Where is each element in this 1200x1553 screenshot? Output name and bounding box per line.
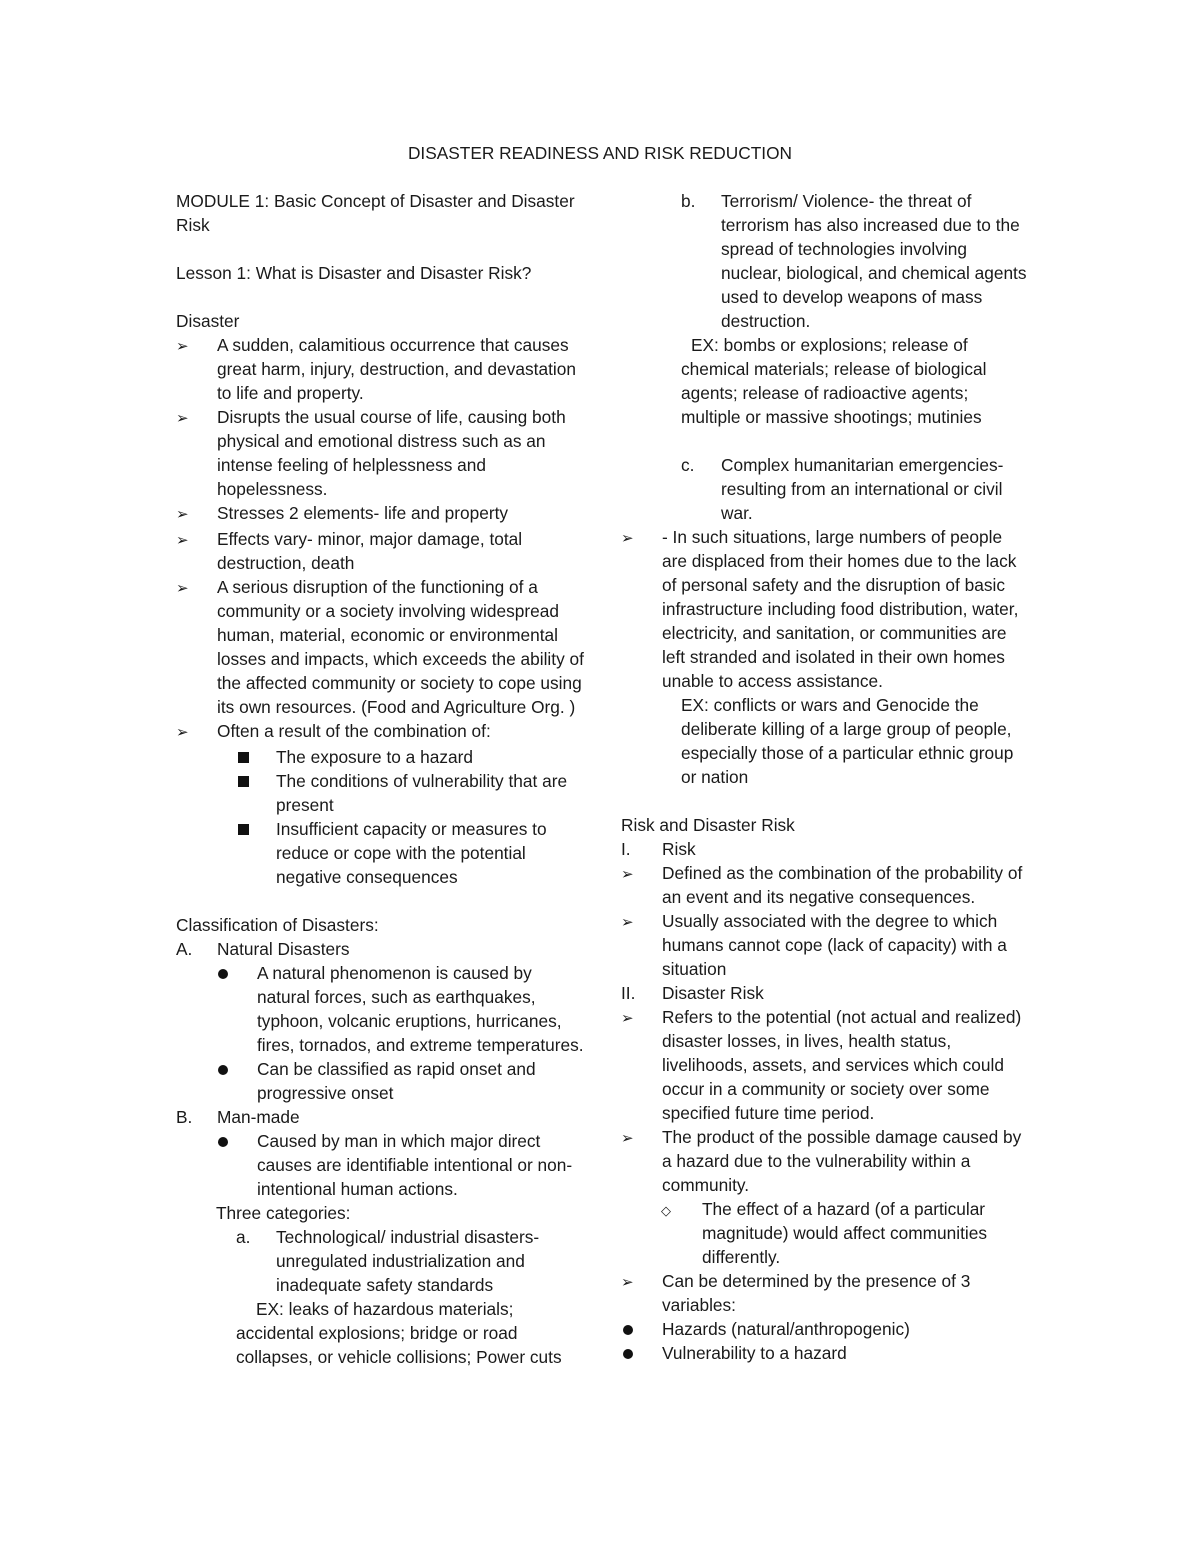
arrow-bullet-icon: ➢: [621, 530, 634, 547]
list-item: The conditions of vulnerability that are present: [176, 769, 586, 817]
list-item: ➢ Often a result of the combination of:: [176, 719, 586, 745]
list-item: ➢ Defined as the combination of the probability of an event and its negative consequences.: [621, 863, 1023, 907]
list-item: ➢ - In such situations, large numbers of people are displaced from their homes due to the lack of personal safety and the disruption of basic infrastructure including food distribution, water, electricity, and sanitation, or communities are left stranded and isolated in their own homes unable to access assistance.: [621, 527, 1019, 691]
arrow-bullet-icon: ➢: [621, 1274, 634, 1291]
list-item: ➢ Refers to the potential (not actual and realized) disaster losses, in lives, health status, livelihoods, assets, and services which could occur in a community or society over some specified future time period.: [621, 1007, 1022, 1123]
list-item: A. Natural Disasters: [176, 939, 350, 959]
list-item: ➢ Disrupts the usual course of life, causing both physical and emotional distress such as an intense feeling of helplessness and hopelessness.: [176, 407, 566, 499]
arrow-bullet-icon: ➢: [176, 410, 189, 427]
list-item: c. Complex humanitarian emergencies- resulting from an international or civil war.: [681, 455, 1004, 523]
list-item: The exposure to a hazard: [176, 745, 586, 769]
risk-section-heading: Risk and Disaster Risk: [621, 815, 795, 835]
list-item: ➢ A sudden, calamitious occurrence that causes great harm, injury, destruction, and devastation to life and property.: [176, 335, 576, 403]
list-item: b. Terrorism/ Violence- the threat of terrorism has also increased due to the spread of technologies involving nuclear, biological, and chemical agents used to develop weapons of mass destruction.: [681, 191, 1027, 331]
arrow-bullet-icon: ➢: [621, 1010, 634, 1027]
list-item: I. Risk: [621, 839, 696, 859]
list-item: ➢ A serious disruption of the functioning of a community or a society involving widespread human, material, economic or environmental losses and impacts, which exceeds the ability of the affected community or society to cope using its own resources. (Food and Agriculture Org. ): [176, 577, 584, 717]
left-column: [176, 189, 586, 1369]
square-bullet-icon: [238, 776, 249, 787]
list-item: B. Man-made: [176, 1107, 300, 1127]
arrow-bullet-icon: ➢: [621, 1130, 634, 1147]
module-heading: MODULE 1: Basic Concept of Disaster and Disaster Risk: [176, 191, 575, 235]
document-title: DISASTER READINESS AND RISK REDUCTION: [407, 143, 793, 163]
arrow-bullet-icon: ➢: [621, 866, 634, 883]
list-marker: c.: [681, 455, 695, 475]
square-bullet-icon: [238, 752, 249, 763]
diamond-bullet-icon: ◇: [661, 1203, 671, 1218]
classification-heading: Classification of Disasters:: [176, 915, 379, 935]
list-marker: A.: [176, 939, 193, 959]
list-item: ➢ Usually associated with the degree to which humans cannot cope (lack of capacity) with a situation: [621, 911, 1007, 979]
list-item: Hazards (natural/anthropogenic): [621, 1317, 1029, 1341]
arrow-bullet-icon: ➢: [176, 338, 189, 355]
list-marker: II.: [621, 983, 636, 1003]
list-marker: B.: [176, 1107, 193, 1127]
round-bullet-icon: [218, 969, 228, 979]
list-item: Insufficient capacity or measures to reduce or cope with the potential negative consequences: [176, 817, 586, 889]
list-item: ➢ Effects vary- minor, major damage, total destruction, death: [176, 529, 523, 573]
arrow-bullet-icon: ➢: [176, 580, 189, 597]
disaster-heading: Disaster: [176, 311, 240, 331]
right-column: [621, 189, 1029, 1365]
list-item: ◇ The effect of a hazard (of a particular magnitude) would affect communities differently.: [661, 1199, 987, 1267]
arrow-bullet-icon: ➢: [621, 914, 634, 931]
list-item: a. Technological/ industrial disasters- unregulated industrialization and inadequate safety standards: [236, 1227, 540, 1295]
list-item: ➢ Can be determined by the presence of 3 variables:: [621, 1271, 971, 1315]
arrow-bullet-icon: ➢: [176, 724, 189, 741]
square-bullet-icon: [238, 824, 249, 835]
list-marker: a.: [236, 1227, 251, 1247]
list-item: Caused by man in which major direct causes are identifiable intentional or non-intentional human actions.: [176, 1129, 586, 1201]
arrow-bullet-icon: ➢: [176, 506, 189, 523]
list-item: A natural phenomenon is caused by natural forces, such as earthquakes, typhoon, volcanic eruptions, hurricanes, fires, tornados, and extreme temperatures.: [176, 961, 586, 1057]
round-bullet-icon: [623, 1349, 633, 1359]
list-item: II. Disaster Risk: [621, 983, 764, 1003]
round-bullet-icon: [623, 1325, 633, 1335]
round-bullet-icon: [218, 1065, 228, 1075]
list-item: Vulnerability to a hazard: [621, 1341, 1029, 1365]
lesson-heading: Lesson 1: What is Disaster and Disaster Risk?: [176, 263, 532, 283]
list-item: ➢ Stresses 2 elements- life and property: [176, 501, 586, 527]
three-categories-label: Three categories:: [216, 1203, 351, 1223]
arrow-bullet-icon: ➢: [176, 532, 189, 549]
list-item: Can be classified as rapid onset and progressive onset: [176, 1057, 586, 1105]
terror-example: EX: bombs or explosions; release of chemical materials; release of biological agents; release of radioactive agents; multiple or massive shootings; mutinies: [681, 335, 987, 427]
displaced-example: EX: conflicts or wars and Genocide the deliberate killing of a large group of people, especially those of a particular ethnic group or nation: [681, 695, 1014, 787]
tech-example: EX: leaks of hazardous materials; accidental explosions; bridge or road collapses, or vehicle collisions; Power cuts: [236, 1299, 562, 1367]
list-marker: b.: [681, 191, 696, 211]
list-item: ➢ The product of the possible damage caused by a hazard due to the vulnerability within a community.: [621, 1127, 1022, 1195]
list-marker: I.: [621, 839, 631, 859]
round-bullet-icon: [218, 1137, 228, 1147]
